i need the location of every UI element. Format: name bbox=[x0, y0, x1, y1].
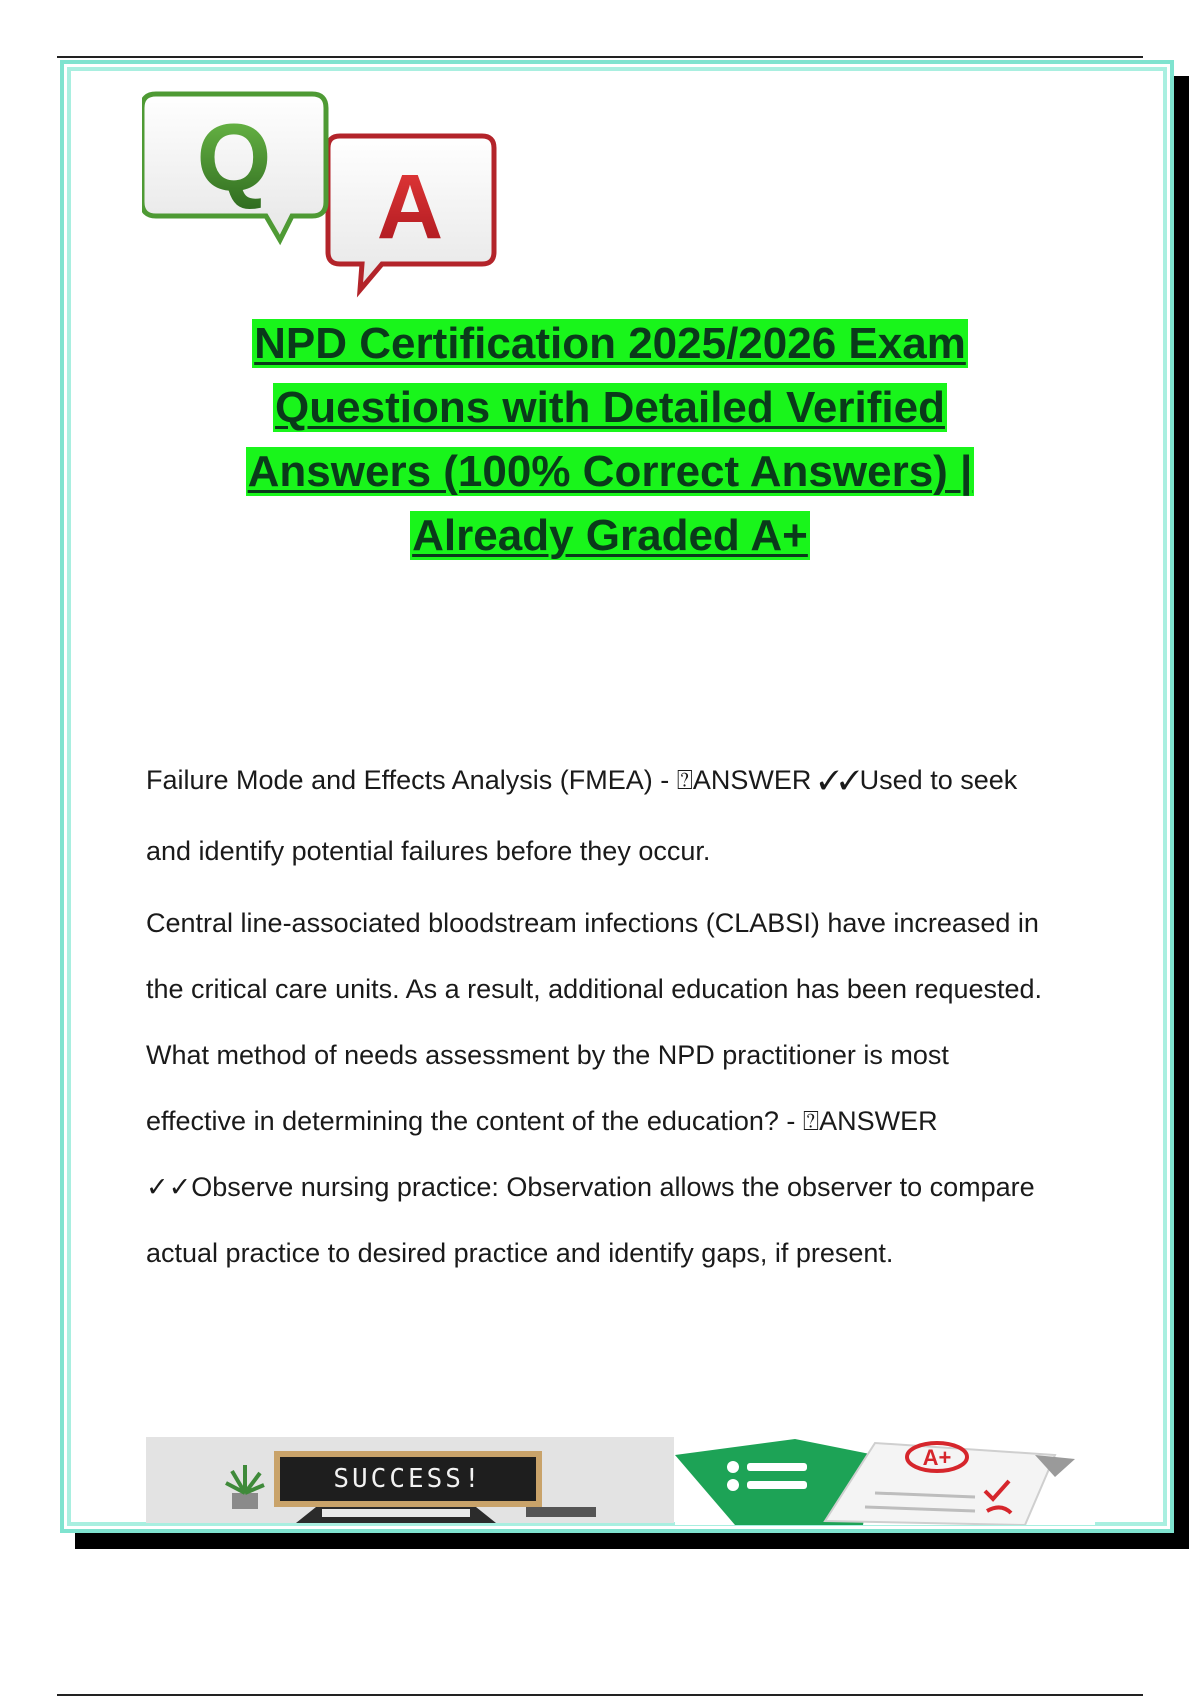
qa-2-line-4: effective in determining the content of the education? - ⍰ANSWER bbox=[146, 1106, 938, 1136]
grade-mark: A+ bbox=[922, 1445, 952, 1470]
title-line-2: Questions with Detailed Verified bbox=[275, 383, 945, 432]
qa-logo bbox=[142, 90, 542, 310]
a-bubble bbox=[328, 136, 494, 290]
qa-item-1 bbox=[146, 745, 1096, 887]
qa-1-line-1: Failure Mode and Effects Analysis (FMEA) - ⍰ANSWER ✓✓Used to seek bbox=[146, 765, 1018, 795]
qa-item-2 bbox=[146, 890, 1096, 1286]
top-rule bbox=[57, 56, 1143, 58]
success-image bbox=[146, 1437, 674, 1523]
chalkboard bbox=[274, 1451, 542, 1507]
q-letter: Q bbox=[196, 104, 272, 211]
qa-1-line-2: and identify potential failures before they occur. bbox=[146, 836, 711, 866]
success-board-text: SUCCESS! bbox=[333, 1464, 483, 1494]
grade-checklist-image bbox=[675, 1433, 1095, 1525]
qa-2-line-1: Central line-associated bloodstream infections (CLABSI) have increased in bbox=[146, 908, 1039, 938]
q-bubble bbox=[142, 94, 326, 240]
qa-2-line-6: actual practice to desired practice and identify gaps, if present. bbox=[146, 1238, 894, 1268]
title-line-1: NPD Certification 2025/2026 Exam bbox=[254, 319, 966, 368]
title-line-3: Answers (100% Correct Answers) | bbox=[247, 447, 973, 496]
page-title bbox=[150, 312, 1070, 568]
laptop-icon bbox=[296, 1507, 496, 1523]
qa-2-line-5: ✓✓Observe nursing practice: Observation allows the observer to compare bbox=[146, 1172, 1035, 1202]
title-block bbox=[150, 312, 1070, 568]
qa-2-line-2: the critical care units. As a result, additional education has been requested. bbox=[146, 974, 1043, 1004]
a-letter: A bbox=[376, 156, 444, 258]
qa-2-line-3: What method of needs assessment by the NPD practitioner is most bbox=[146, 1040, 949, 1070]
bottom-rule bbox=[57, 1694, 1143, 1696]
title-line-4: Already Graded A+ bbox=[412, 511, 808, 560]
